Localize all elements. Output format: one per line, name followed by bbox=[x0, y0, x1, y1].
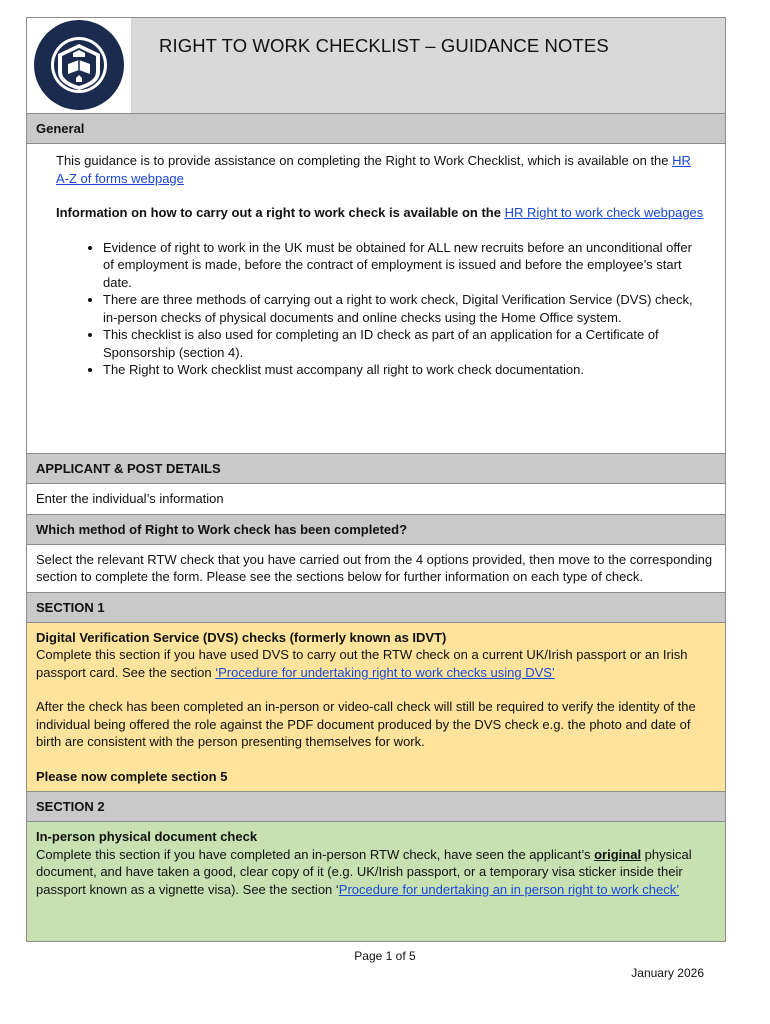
university-logo bbox=[27, 18, 131, 113]
section2-title: In-person physical document check bbox=[36, 829, 258, 844]
applicant-text: Enter the individual’s information bbox=[26, 484, 726, 515]
dvs-procedure-link[interactable]: ‘Procedure for undertaking right to work checks using DVS’ bbox=[215, 664, 555, 680]
list-item: • Evidence of right to work in the UK must be obtained for ALL new recruits before an unconditional offer of employment is made, before the contract of employment is issued and before the employee’s start date. bbox=[103, 239, 705, 292]
section1-closing: Please now complete section 5 bbox=[36, 768, 228, 784]
footer-date: January 2026 bbox=[631, 966, 704, 980]
general-bullets bbox=[56, 239, 705, 379]
general-info: Information on how to carry out a right to work check is available on the HR Right to work check webpages bbox=[56, 205, 704, 220]
general-heading: General bbox=[26, 114, 726, 144]
section1-para2: After the check has been completed an in-person or video-call check will still be required to verify the identity of the individual being offered the role against the PDF document produced by the DVS check e.g. the photo and date of birth are consistent with the person presenting themselves for work. bbox=[36, 699, 696, 749]
in-person-procedure-link[interactable]: Procedure for undertaking an in person right to work check’ bbox=[338, 881, 680, 897]
section2-body bbox=[26, 822, 726, 942]
section1-heading: SECTION 1 bbox=[26, 593, 726, 623]
page-title: RIGHT TO WORK CHECKLIST – GUIDANCE NOTES bbox=[159, 35, 609, 56]
section1-title: Digital Verification Service (DVS) checks (formerly known as IDVT) bbox=[36, 629, 447, 645]
document bbox=[26, 17, 726, 942]
applicant-heading: APPLICANT & POST DETAILS bbox=[26, 454, 726, 484]
hr-forms-link[interactable]: HR A-Z of forms webpage bbox=[56, 153, 691, 186]
page-number: Page 1 of 5 bbox=[354, 949, 416, 963]
list-item: • The Right to Work checklist must accompany all right to work check documentation. bbox=[103, 361, 705, 379]
list-item: • This checklist is also used for completing an ID check as part of an application for a Certificate of Sponsorship (section 4). bbox=[103, 326, 705, 361]
hr-rtw-link[interactable]: HR Right to work check webpages bbox=[504, 205, 704, 220]
general-section bbox=[26, 144, 726, 454]
document-header bbox=[26, 17, 726, 114]
method-heading: Which method of Right to Work check has been completed? bbox=[26, 515, 726, 545]
section2-heading: SECTION 2 bbox=[26, 792, 726, 822]
method-text: Select the relevant RTW check that you have carried out from the 4 options provided, then move to the corresponding section to complete the form. Please see the sections below for further information on each type of check. bbox=[26, 545, 726, 593]
section1-body bbox=[26, 623, 726, 793]
section1-description: Digital Verification Service (DVS) checks (formerly known as IDVT) Complete this section if you have used DVS to carry out the RTW check on a current UK/Irish passport or an Irish passport card. See the section ‘Procedure for undertaking right to work checks using DVS’ bbox=[36, 629, 688, 680]
original-emphasis: original bbox=[594, 846, 642, 862]
section2-description: In-person physical document check Complete this section if you have completed an in-person RTW check, have seen the applicant’s original physical document, and have taken a good, clear copy of it (e.g. UK/Irish passport, or a temporary visa sticker inside their passport known as a vignette visa). See the section ‘Procedure for undertaking an in person right to work check’ bbox=[36, 829, 692, 897]
general-intro: This guidance is to provide assistance on completing the Right to Work Checklist, which is available on the HR A-Z of forms webpage bbox=[56, 153, 691, 186]
list-item: • There are three methods of carrying out a right to work check, Digital Verification Service (DVS) check, in-person checks of physical documents and online checks using the Home Office system. bbox=[103, 291, 705, 326]
